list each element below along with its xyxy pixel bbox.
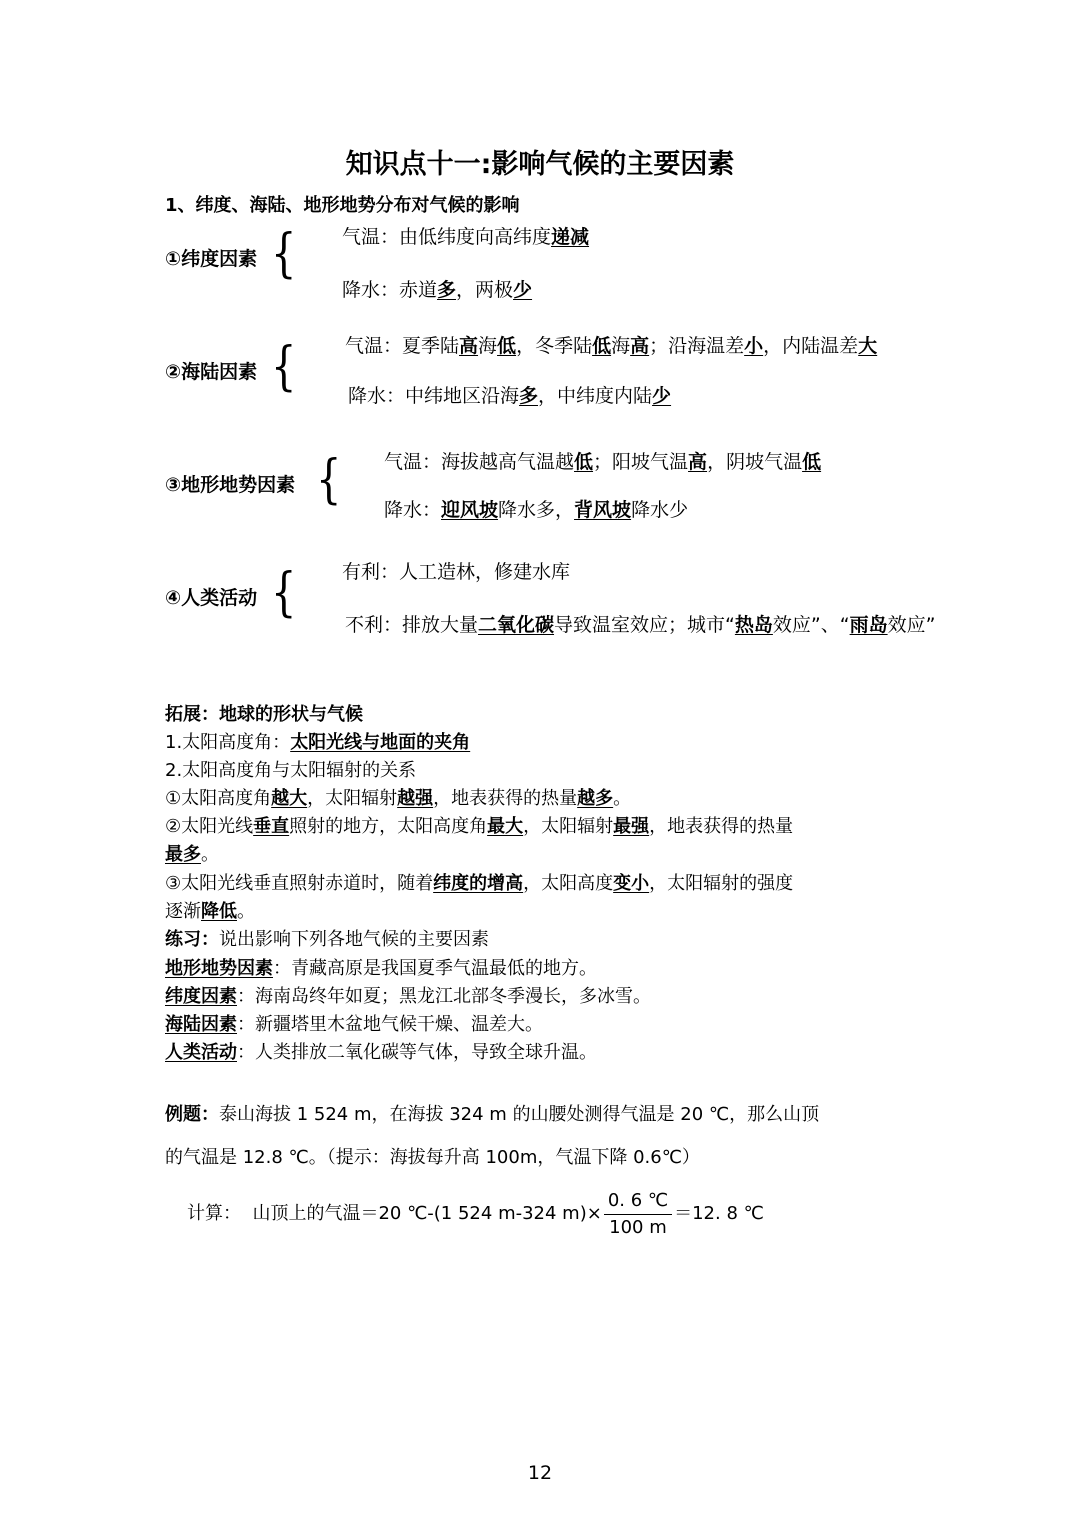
factor-temp-line: 气温：夏季陆高海低，冬季陆低海高；沿海温差小，内陆温差大 [345, 335, 878, 357]
brace-icon: { [316, 450, 342, 510]
fraction: $\frac{0. 6 ℃}{100 m}$ [604, 1190, 672, 1238]
example-line: 例题：泰山海拔 1 524 m，在海拔 324 m 的山腰处测得气温是 20 ℃，那么山顶 [165, 1104, 820, 1125]
practice-item: 海陆因素：新疆塔里木盆地气候干燥、温差大。 [165, 1014, 543, 1035]
factor-temp-line: 气温：由低纬度向高纬度递减 [342, 226, 590, 248]
extension-heading: 拓展：地球的形状与气候 [165, 704, 363, 725]
factor-rain-line: 降水：迎风坡降水多，背风坡降水少 [384, 499, 689, 521]
factor-rain-line: 降水：中纬地区沿海多，中纬度内陆少 [348, 385, 672, 407]
extension-line: 逐渐降低。 [165, 901, 255, 922]
brace-icon: { [271, 563, 297, 623]
extension-line: 1.太阳高度角：太阳光线与地面的夹角 [165, 732, 471, 753]
extension-line: ②太阳光线垂直照射的地方，太阳高度角最大，太阳辐射最强，地表获得的热量 [165, 816, 794, 837]
factor-good-line: 有利：人工造林，修建水库 [342, 561, 571, 583]
factor-label-land-sea: ②海陆因素 [165, 361, 258, 383]
extension-line: ③太阳光线垂直照射赤道时，随着纬度的增高，太阳高度变小，太阳辐射的强度 [165, 873, 794, 894]
example-line: 的气温是 12.8 ℃。（提示：海拔每升高 100m，气温下降 0.6℃） [165, 1147, 700, 1168]
factor-label-terrain: ③地形地势因素 [165, 474, 296, 496]
extension-line: 最多。 [165, 844, 219, 865]
factor-bad-line: 不利：排放大量二氧化碳导致温室效应；城市“热岛效应”、“雨岛效应” [345, 614, 936, 636]
factor-rain-line: 降水：赤道多，两极少 [342, 279, 533, 301]
section-heading: 1、纬度、海陆、地形地势分布对气候的影响 [165, 195, 520, 216]
example-calculation: 计算： 山顶上的气温＝20 ℃-(1 524 m-324 m)× $\frac{0. 6 ℃}{100 m}$ ＝12. 8 ℃ [187, 1190, 764, 1238]
practice-item: 人类活动：人类排放二氧化碳等气体，导致全球升温。 [165, 1042, 597, 1063]
extension-line: 2.太阳高度角与太阳辐射的关系 [165, 760, 417, 781]
page-number: 12 [527, 1462, 553, 1484]
brace-icon: { [271, 337, 297, 397]
practice-item: 地形地势因素：青藏高原是我国夏季气温最低的地方。 [165, 958, 597, 979]
practice-heading: 练习：说出影响下列各地气候的主要因素 [165, 929, 489, 950]
factor-label-latitude: ①纬度因素 [165, 248, 258, 270]
factor-label-human: ④人类活动 [165, 587, 258, 609]
brace-icon: { [271, 224, 297, 284]
factor-temp-line: 气温：海拔越高气温越低；阳坡气温高，阴坡气温低 [384, 451, 822, 473]
practice-item: 纬度因素：海南岛终年如夏；黑龙江北部冬季漫长，多冰雪。 [165, 986, 651, 1007]
extension-line: ①太阳高度角越大，太阳辐射越强，地表获得的热量越多。 [165, 788, 632, 809]
page-title: 知识点十一:影响气候的主要因素 [345, 149, 735, 180]
